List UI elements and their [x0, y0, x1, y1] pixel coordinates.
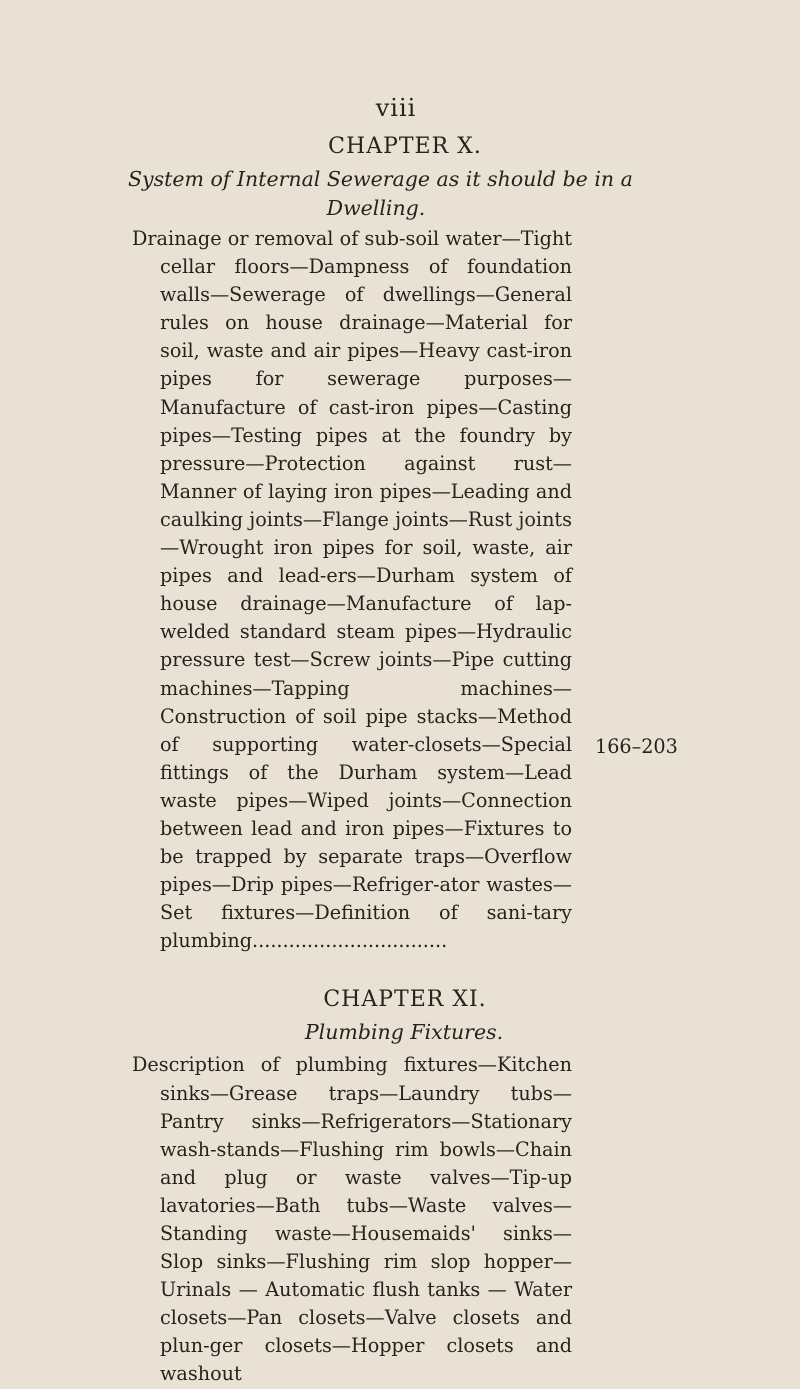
chapter-title: Plumbing Fixtures. [304, 1020, 504, 1045]
page-range: 166–203 [595, 735, 678, 758]
chapter-heading: CHAPTER XI. [323, 987, 487, 1013]
chapter-title-line-1: System of Internal Sewerage as it should be in a [128, 167, 633, 191]
chapter-x [0, 134, 800, 955]
chapter-summary: Description of plumbing fixtures—Kitchen sinks—Grease traps—Laundry tubs—Pantry sinks—Refrigerators—Stationary wash-stands—Flushing rim bowls—Chain and plug or waste valves—Tip-up lavatories—Bath tubs—Waste valves—Standing waste—Housemaids' sinks—Slop sinks—Flushing rim slop hopper—Urinals — Automatic flush tanks — Water closets—Pan closets—Valve closets and plun-ger closets—Hopper closets and washout [132, 1053, 572, 1386]
chapter-heading: CHAPTER X. [328, 134, 482, 159]
page-number: viii [375, 94, 417, 122]
chapter-summary: Drainage or removal of sub-soil water—Tight cellar floors—Dampness of foundation walls—Sewerage of dwellings—General rules on house drainage—Material for soil, waste and air pipes—Heavy cast-iron pipes for sewerage purposes—Manufacture of cast-iron pipes—Casting pipes—Testing pipes at the foundry by pressure—Protection against rust—Manner of laying iron pipes—Leading and caulking joints—Flange joints—Rust joints—Wrought iron pipes for soil, waste, air pipes and lead-ers—Durham system of house drainage—Manufacture of lap-welded standard steam pipes—Hydraulic pressure test—Screw joints—Pipe cutting machines—Tapping machines—Construction of soil pipe stacks—Method of supporting water-closets—Special fittings of the Durham system—Lead waste pipes—Wiped joints—Connection between lead and iron pipes—Fixtures to be trapped by separate traps—Overflow pipes—Drip pipes—Refriger-ator wastes—Set fixtures—Definition of sani-tary plumbing................................ [132, 227, 572, 953]
chapter-title [0, 165, 800, 223]
chapter-xi [0, 987, 800, 1388]
chapter-title-line-2: Dwelling. [326, 196, 426, 220]
